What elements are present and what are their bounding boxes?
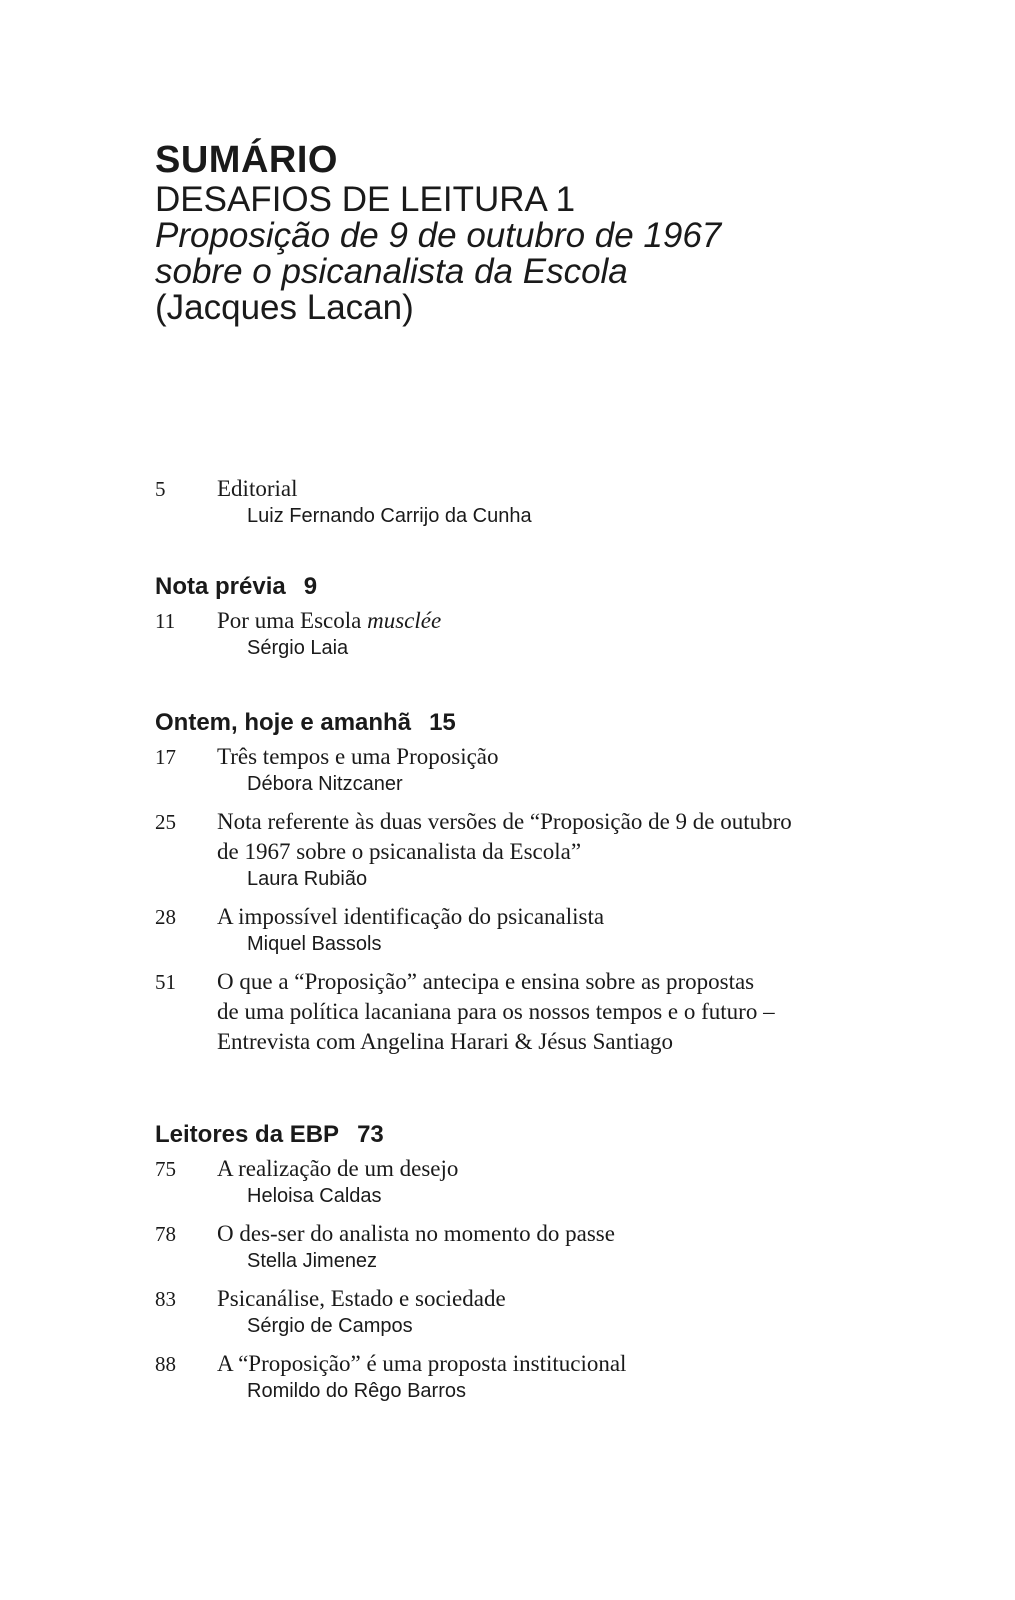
section-title: Ontem, hoje e amanhã <box>155 709 412 736</box>
entry-author: Débora Nitzcaner <box>247 773 403 795</box>
toc-entry[interactable] <box>155 742 915 797</box>
entry-title: A realização de um desejo <box>217 1156 459 1181</box>
entry-title-line-3: Entrevista com Angelina Harari & Jésus Santiago <box>217 1029 674 1054</box>
toc-section-ontem-hoje-amanha <box>155 708 915 1067</box>
toc-entry[interactable] <box>155 1154 915 1209</box>
header-author: (Jacques Lacan) <box>155 288 414 327</box>
entry-page-number: 78 <box>155 1222 176 1246</box>
entry-author: Miquel Bassols <box>247 933 382 955</box>
entry-author: Heloisa Caldas <box>247 1185 382 1207</box>
section-heading <box>155 572 915 602</box>
entry-author: Stella Jimenez <box>247 1250 378 1272</box>
entry-title-line-2: de 1967 sobre o psicanalista da Escola” <box>217 839 582 864</box>
toc-entry[interactable] <box>155 807 915 892</box>
entry-author: Romildo do Rêgo Barros <box>247 1380 466 1402</box>
section-page-number: 9 <box>303 573 318 600</box>
subtitle-line-1: Proposição de 9 de outubro de 1967 <box>155 216 722 255</box>
entry-title-italic: musclée <box>367 608 442 633</box>
toc-entry[interactable] <box>155 1219 915 1274</box>
toc-entry[interactable] <box>155 967 915 1057</box>
toc-section-nota-previa <box>155 572 915 671</box>
entry-page-number: 17 <box>155 745 176 769</box>
toc-entry[interactable] <box>155 902 915 957</box>
section-title: Nota prévia <box>155 573 286 600</box>
entry-author: Sérgio de Campos <box>247 1315 413 1337</box>
entry-title: Três tempos e uma Proposição <box>217 744 499 769</box>
section-page-number: 73 <box>357 1121 384 1148</box>
entry-page-number: 75 <box>155 1157 176 1181</box>
entry-title: Editorial <box>217 476 298 501</box>
entry-author: Laura Rubião <box>247 868 368 890</box>
entry-page-number: 25 <box>155 810 176 834</box>
entry-author: Luiz Fernando Carrijo da Cunha <box>247 505 532 527</box>
entry-title-line-1: Nota referente às duas versões de “Proposição de 9 de outubro <box>217 809 792 834</box>
section-title: Leitores da EBP <box>155 1121 340 1148</box>
entry-page-number: 88 <box>155 1352 176 1376</box>
toc-entry[interactable] <box>155 1349 915 1404</box>
entry-page-number: 11 <box>155 609 176 633</box>
entry-author: Sérgio Laia <box>247 637 349 659</box>
entry-page-number: 5 <box>155 477 166 501</box>
toc-entry[interactable] <box>155 606 915 661</box>
header <box>155 138 915 326</box>
toc-editorial <box>155 474 915 539</box>
series-title: DESAFIOS DE LEITURA 1 <box>155 180 576 219</box>
entry-title-text: Por uma Escola <box>217 608 368 633</box>
entry-page-number: 28 <box>155 905 176 929</box>
toc-entry[interactable] <box>155 1284 915 1339</box>
entry-title: A impossível identificação do psicanalista <box>217 904 605 929</box>
section-page-number: 15 <box>429 709 456 736</box>
entry-page-number: 83 <box>155 1287 176 1311</box>
section-heading <box>155 1120 915 1150</box>
entry-title-line-1: O que a “Proposição” antecipa e ensina sobre as propostas <box>217 969 755 994</box>
page-title: SUMÁRIO <box>155 139 338 181</box>
entry-title: Psicanálise, Estado e sociedade <box>217 1286 506 1311</box>
entry-title-line-2: de uma política lacaniana para os nossos tempos e o futuro – <box>217 999 775 1024</box>
toc-entry[interactable] <box>155 474 915 529</box>
entry-title <box>217 606 915 636</box>
entry-title: A “Proposição” é uma proposta institucional <box>217 1351 627 1376</box>
entry-page-number: 51 <box>155 970 176 994</box>
toc-section-leitores-da-ebp <box>155 1120 915 1414</box>
subtitle-line-2: sobre o psicanalista da Escola <box>155 252 628 291</box>
section-heading <box>155 708 915 738</box>
entry-title: O des-ser do analista no momento do passe <box>217 1221 615 1246</box>
